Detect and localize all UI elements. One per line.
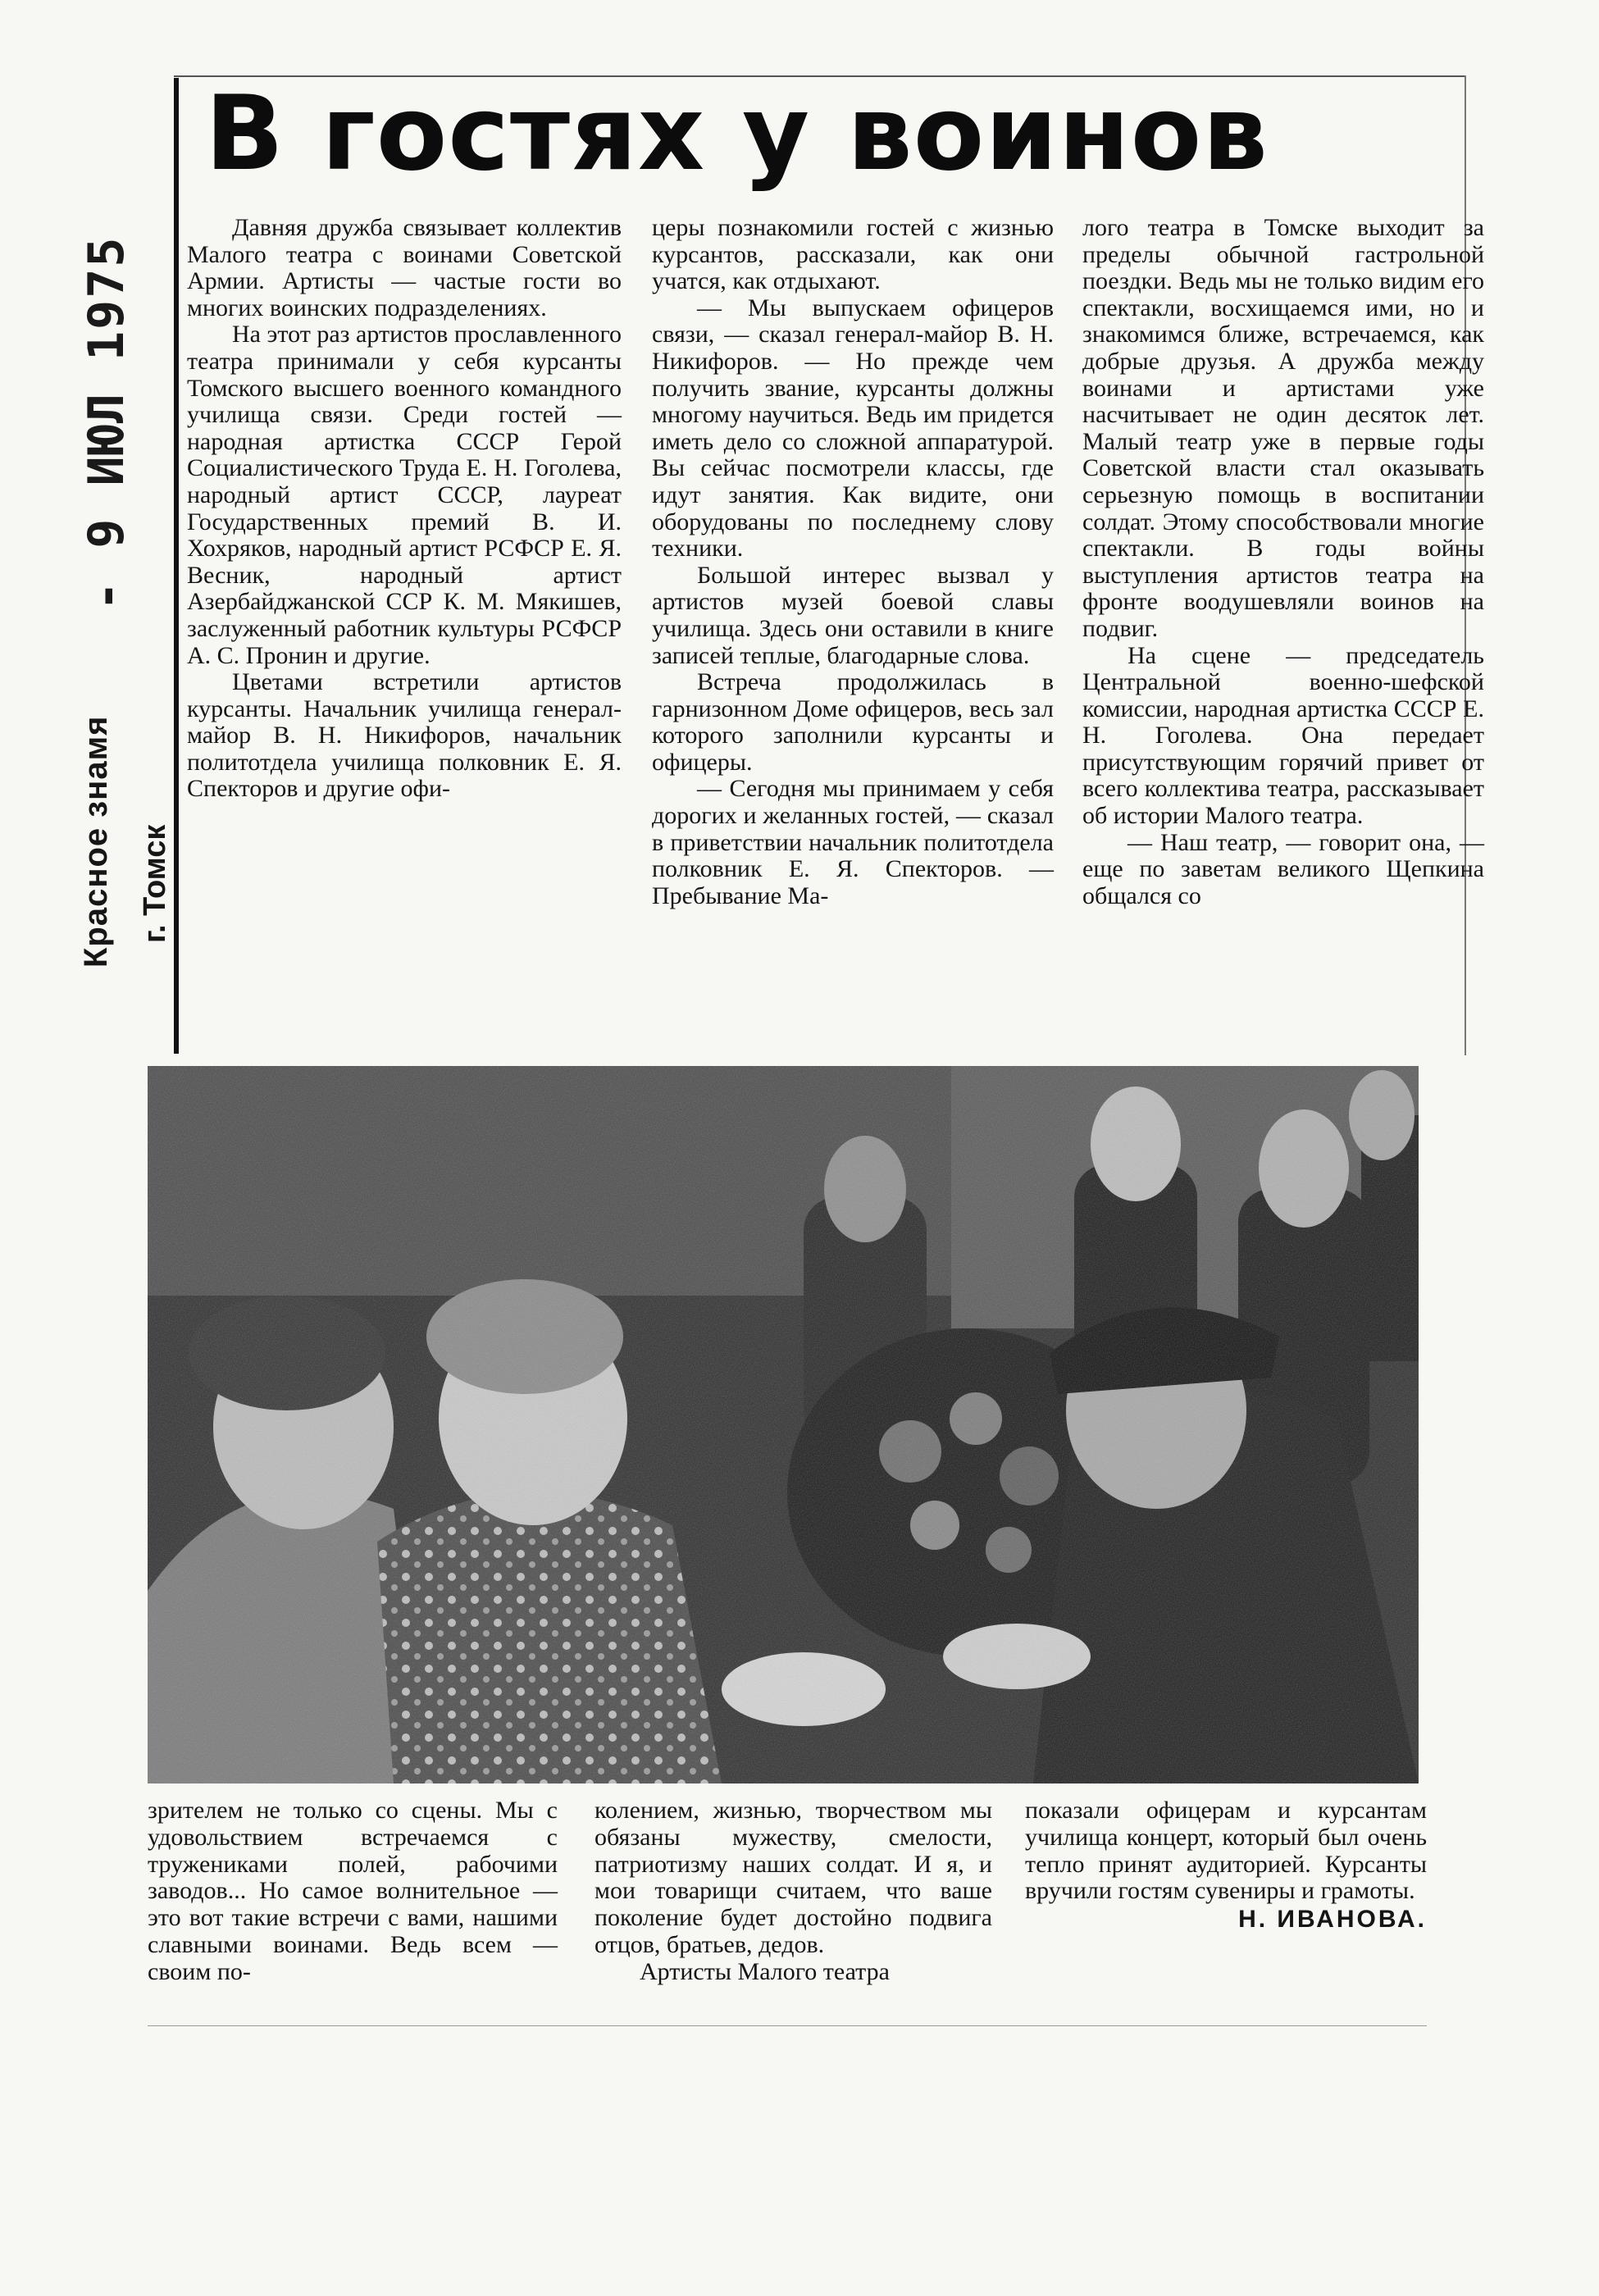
article-photo	[148, 1066, 1419, 1784]
article-column-3	[1082, 215, 1484, 1035]
newspaper-source-stamp: Красное знамя	[78, 715, 114, 968]
paragraph: — Наш театр, — говорит она, — еще по заветам великого Щепкина общался со	[1082, 828, 1484, 909]
paragraph: — Мы выпускаем офицеров связи, — сказал генерал-майор В. Н. Никифоров. — Но прежде чем получить звание, курсанты должны многому научиться. Ведь им придется иметь дело со сложной аппаратурой. Вы сейчас посмотрели классы, где идут занятия. Как видите, они оборудованы по последнему слову техники.	[652, 294, 1054, 563]
author-signature: Н. ИВАНОВА.	[1238, 1906, 1427, 1934]
paragraph: колением, жизнью, творчеством мы обязаны мужеству, смелости, патриотизму наших солдат. И я, и мои товарищи считаем, что ваше поколение будет достойно подвига отцов, братьев, дедов.	[594, 1797, 992, 1958]
article-headline: В гостях у воинов	[205, 73, 1269, 194]
bottom-column-2	[594, 1797, 992, 2011]
bottom-column-3	[1025, 1797, 1427, 2011]
newspaper-city-stamp: г. Томск	[138, 824, 172, 943]
article-column-1	[187, 215, 622, 1035]
paragraph: На сцене — председатель Центральной военно-шефской комиссии, народная артистка СССР Е. Н. Гоголева. Она передает присутствующим горячий привет от всего коллектива театра, рассказывает об истории Малого театра.	[1082, 641, 1484, 830]
article-column-2	[652, 215, 1054, 1035]
bottom-rule	[148, 2025, 1427, 2026]
paragraph: церы познакомили гостей с жизнью курсантов, рассказали, как они учатся, как отдыхают.	[652, 214, 1054, 295]
paragraph: Встреча продолжилась в гарнизонном Доме офицеров, весь зал которого заполнили курсанты и офицеры.	[652, 668, 1054, 776]
paragraph: Давняя дружба связывает коллектив Малого театра с воинами Советской Армии. Артисты — частые гости во многих воинских подразделениях.	[187, 214, 622, 321]
paragraph: лого театра в Томске выходит за пределы обычной гастрольной поездки. Ведь мы не только видим его спектакли, восхищаемся ими, но и знакомимся ближе, встречаемся, как добрые друзья. А дружба между воинами и артистами уже насчитывает не один десяток лет. Малый театр уже в первые годы Советской власти стал оказывать серьезную помощь в воспитании солдат. Этому способствовали многие спектакли. В годы войны выступления артистов театра на фронте воодушевляли воинов на подвиг.	[1082, 214, 1484, 642]
bottom-column-1	[148, 1797, 558, 2011]
paragraph: показали офицерам и курсантам училища концерт, который был очень тепло принят аудиторией. Курсанты вручили гостям сувениры и грамоты.	[1025, 1797, 1427, 1905]
paragraph: зрителем не только со сцены. Мы с удовольствием встречаемся с тружениками полей, рабочими заводов... Но самое волнительное — это вот такие встречи с вами, нашими славными воинами. Ведь всем — своим по-	[148, 1797, 558, 1985]
paragraph: — Сегодня мы принимаем у себя дорогих и желанных гостей, — сказал в приветствии начальник политотдела полковник Е. Я. Спекторов. — Пребывание Ма-	[652, 775, 1054, 909]
paragraph: Большой интерес вызвал у артистов музей боевой славы училища. Здесь они оставили в книге записей теплые, благодарные слова.	[652, 561, 1054, 669]
date-stamp: - 9 ИЮЛ 1975	[78, 235, 135, 611]
paragraph: Артисты Малого театра	[640, 1957, 890, 1985]
paragraph: На этот раз артистов прославленного театра принимали у себя курсанты Томского высшего военного командного училища связи. Среди гостей — народная артистка СССР Герой Социалистического Труда Е. Н. Гоголева, народный артист СССР, лауреат Государственных премий В. И. Хохряков, народный артист РСФСР Е. Я. Весник, народный артист Азербайджанской ССР К. М. Мякишев, заслуженный работник культуры РСФСР А. С. Пронин и другие.	[187, 321, 622, 669]
photo-illustration	[148, 1066, 1419, 1784]
paragraph: Цветами встретили артистов курсанты. Начальник училища генерал-майор В. Н. Никифоров, начальник политотдела училища полковник Е. Я. Спекторов и другие офи-	[187, 668, 622, 803]
frame-left-rule	[174, 78, 179, 1054]
